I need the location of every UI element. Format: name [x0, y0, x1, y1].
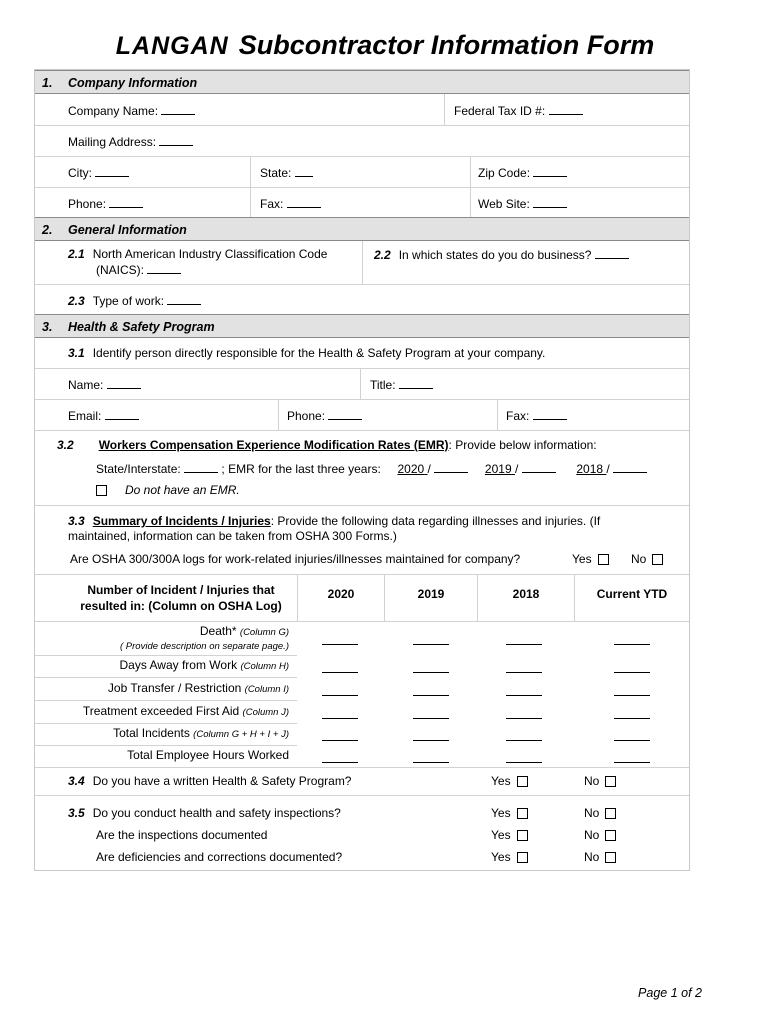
emr-2020-field[interactable] — [434, 461, 468, 473]
emr-last-years-label: ; EMR for the last three years: — [221, 462, 381, 476]
emr-2018-label: 2018 — [576, 462, 604, 476]
deficiencies-yes-checkbox[interactable] — [517, 852, 528, 863]
row-death — [35, 624, 289, 638]
total-incidents-label: Total Incidents — [113, 726, 190, 740]
cell-job-2020[interactable] — [322, 695, 358, 696]
company-name-field[interactable] — [68, 103, 195, 118]
treatment-label: Treatment exceeded First Aid — [82, 704, 240, 718]
section-number: 3. — [42, 320, 53, 334]
state-field[interactable] — [260, 165, 313, 180]
cell-total-2020[interactable] — [322, 740, 358, 741]
emr-2020-label: 2020 — [397, 462, 425, 476]
page-number: Page 1 of 2 — [638, 986, 702, 1000]
no-label: No — [584, 850, 600, 864]
osha-logs-question: Are OSHA 300/300A logs for work-related injuries/illnesses maintained for company? — [70, 552, 521, 566]
col-2019: 2019 — [417, 587, 445, 601]
question-number: 2.2 — [374, 248, 391, 262]
emr-2019-label: 2019 — [484, 462, 512, 476]
incidents-instructions: : Provide the following data regarding illnesses and injuries. (If — [270, 514, 601, 528]
row-total-incidents — [35, 726, 289, 740]
question-number: 3.1 — [68, 346, 85, 360]
no-emr-option[interactable] — [96, 483, 240, 497]
osha-no-checkbox[interactable] — [652, 554, 663, 565]
col-2020: 2020 — [327, 587, 355, 601]
cell-days-2020[interactable] — [322, 672, 358, 673]
emr-instructions: : Provide below information: — [448, 438, 597, 452]
death-column: (Column G) — [239, 627, 289, 638]
job-transfer-column: (Column I) — [244, 684, 289, 695]
hs-name-field[interactable] — [68, 377, 141, 392]
cell-treat-2020[interactable] — [322, 718, 358, 719]
no-emr-label: Do not have an EMR. — [125, 483, 240, 497]
days-away-column: (Column H) — [240, 661, 289, 672]
days-away-label: Days Away from Work — [119, 658, 238, 672]
cell-total-ytd[interactable] — [614, 740, 650, 741]
slash: / — [606, 462, 610, 476]
documented-no-checkbox[interactable] — [605, 830, 616, 841]
fax-field[interactable] — [260, 196, 321, 211]
total-incidents-column: (Column G + H + I + J) — [193, 729, 289, 740]
yes-label: Yes — [491, 850, 511, 864]
job-transfer-label: Job Transfer / Restriction — [107, 681, 242, 695]
cell-treat-2019[interactable] — [413, 718, 449, 719]
q35-yes-option[interactable] — [491, 806, 528, 820]
question-number: 2.1 — [68, 247, 85, 261]
no-emr-checkbox[interactable] — [96, 485, 107, 496]
naics-question — [68, 247, 327, 261]
question-number: 3.2 — [57, 438, 74, 452]
documented-yes-checkbox[interactable] — [517, 830, 528, 841]
state-interstate-label: State/Interstate: — [96, 462, 181, 476]
question-number: 2.3 — [68, 294, 85, 308]
q33-heading — [68, 514, 600, 528]
cell-death-2018[interactable] — [506, 644, 542, 645]
yes-label: Yes — [491, 806, 511, 820]
section-title: Company Information — [68, 76, 198, 90]
q34-yes-checkbox[interactable] — [517, 776, 528, 787]
zip-field[interactable] — [478, 165, 567, 180]
no-label: No — [584, 828, 600, 842]
form-container — [34, 69, 690, 871]
documented-no-option[interactable] — [584, 828, 616, 842]
city-field[interactable] — [68, 165, 129, 180]
section-health-safety — [35, 314, 689, 338]
hs-fax-field[interactable] — [506, 408, 567, 423]
q35-label: Do you conduct health and safety inspections? — [92, 806, 341, 820]
section-general-information — [35, 217, 689, 241]
cell-treat-ytd[interactable] — [614, 718, 650, 719]
section-number: 2. — [42, 223, 53, 237]
col-2018: 2018 — [512, 587, 540, 601]
section-title: Health & Safety Program — [68, 320, 215, 334]
section-title: General Information — [68, 223, 187, 237]
name-label: Name: — [68, 378, 104, 392]
phone-label: Phone: — [68, 197, 107, 211]
q31-label: Identify person directly responsible for the Health & Safety Program at your company. — [92, 346, 546, 360]
naics-label: North American Industry Classification Code — [92, 247, 328, 261]
slash: / — [514, 462, 519, 476]
incidents-title: Summary of Incidents / Injuries — [92, 514, 271, 528]
naics-field[interactable] — [96, 262, 181, 277]
treatment-column: (Column J) — [242, 707, 289, 718]
table-header-description — [71, 582, 291, 614]
row-treatment — [35, 704, 289, 718]
cell-days-2018[interactable] — [506, 672, 542, 673]
tax-id-field[interactable] — [454, 103, 583, 118]
header-line1: Number of Incident / Injuries that — [87, 583, 275, 597]
state-interstate-field[interactable] — [184, 461, 218, 473]
states-business-field[interactable] — [374, 247, 629, 262]
type-of-work-field[interactable] — [68, 293, 201, 308]
yes-label: Yes — [491, 774, 511, 788]
no-label: No — [631, 552, 647, 566]
section-number: 1. — [42, 76, 53, 90]
cell-days-2019[interactable] — [413, 672, 449, 673]
mailing-address-field[interactable] — [68, 134, 193, 149]
row-total-hours: Total Employee Hours Worked — [127, 748, 289, 762]
city-label: City: — [68, 166, 92, 180]
deficiencies-question: Are deficiencies and corrections documented? — [96, 850, 343, 864]
emr-2018-field[interactable] — [613, 461, 647, 473]
q31-text — [68, 346, 545, 360]
death-label: Death* — [199, 624, 237, 638]
question-number: 3.4 — [68, 774, 85, 788]
q35-no-option[interactable] — [584, 806, 616, 820]
title-label: Title: — [370, 378, 396, 392]
cell-hours-2018[interactable] — [506, 762, 542, 763]
phone-label: Phone: — [287, 409, 326, 423]
zip-label: Zip Code: — [478, 166, 531, 180]
question-number: 3.5 — [68, 806, 85, 820]
mailing-label: Mailing Address: — [68, 135, 157, 149]
osha-no-option[interactable] — [631, 552, 663, 566]
section-company-information — [35, 70, 689, 94]
states-label: In which states do you do business? — [398, 248, 592, 262]
cell-death-2019[interactable] — [413, 644, 449, 645]
phone-field[interactable] — [68, 196, 143, 211]
slash: / — [427, 462, 431, 476]
cell-job-2019[interactable] — [413, 695, 449, 696]
yes-label: Yes — [572, 552, 592, 566]
cell-job-2018[interactable] — [506, 695, 542, 696]
col-current-ytd: Current YTD — [596, 587, 668, 601]
header-line2: resulted in: (Column on OSHA Log) — [80, 599, 282, 613]
cell-death-ytd[interactable] — [614, 644, 650, 645]
cell-hours-2019[interactable] — [413, 762, 449, 763]
osha-yes-option[interactable] — [572, 552, 609, 566]
website-field[interactable] — [478, 196, 567, 211]
cell-treat-2018[interactable] — [506, 718, 542, 719]
deficiencies-no-checkbox[interactable] — [605, 852, 616, 863]
yes-label: Yes — [491, 828, 511, 842]
inspections-documented-question: Are the inspections documented — [96, 828, 268, 842]
row-days-away — [35, 658, 289, 672]
hs-phone-field[interactable] — [287, 408, 362, 423]
hs-title-field[interactable] — [370, 377, 433, 392]
row-job-transfer — [35, 681, 289, 695]
hs-email-field[interactable] — [68, 408, 139, 423]
q34-no-checkbox[interactable] — [605, 776, 616, 787]
naics-code-label: (NAICS): — [96, 263, 144, 277]
emr-row — [96, 461, 647, 476]
type-of-work-label: Type of work: — [92, 294, 165, 308]
cell-total-2018[interactable] — [506, 740, 542, 741]
cell-hours-2020[interactable] — [322, 762, 358, 763]
emr-title: Workers Compensation Experience Modification Rates (EMR) — [98, 438, 449, 452]
state-label: State: — [260, 166, 292, 180]
cell-job-ytd[interactable] — [614, 695, 650, 696]
deficiencies-no-option[interactable] — [584, 850, 616, 864]
q35-text — [68, 806, 341, 820]
q35-no-checkbox[interactable] — [605, 808, 616, 819]
fax-label: Fax: — [260, 197, 284, 211]
q34-yes-option[interactable] — [491, 774, 528, 788]
q34-text — [68, 774, 351, 788]
q34-no-option[interactable] — [584, 774, 616, 788]
form-title — [0, 30, 770, 61]
page-title: Subcontractor Information Form — [238, 30, 655, 60]
tax-id-label: Federal Tax ID #: — [454, 104, 546, 118]
q32-heading — [57, 438, 597, 452]
website-label: Web Site: — [478, 197, 530, 211]
q35-yes-checkbox[interactable] — [517, 808, 528, 819]
osha-yes-checkbox[interactable] — [598, 554, 609, 565]
deficiencies-yes-option[interactable] — [491, 850, 528, 864]
documented-yes-option[interactable] — [491, 828, 528, 842]
fax-label: Fax: — [506, 409, 530, 423]
emr-2019-field[interactable] — [522, 461, 556, 473]
email-label: Email: — [68, 409, 102, 423]
cell-days-ytd[interactable] — [614, 672, 650, 673]
no-label: No — [584, 774, 600, 788]
incidents-instructions-cont: maintained, information can be taken from OSHA 300 Forms.) — [68, 529, 397, 543]
cell-hours-ytd[interactable] — [614, 762, 650, 763]
company-name-label: Company Name: — [68, 104, 159, 118]
cell-death-2020[interactable] — [322, 644, 358, 645]
cell-total-2019[interactable] — [413, 740, 449, 741]
question-number: 3.3 — [68, 514, 85, 528]
no-label: No — [584, 806, 600, 820]
q34-label: Do you have a written Health & Safety Program? — [92, 774, 352, 788]
langan-logo: LANGAN — [115, 32, 229, 60]
death-note: ( Provide description on separate page.) — [120, 641, 289, 652]
